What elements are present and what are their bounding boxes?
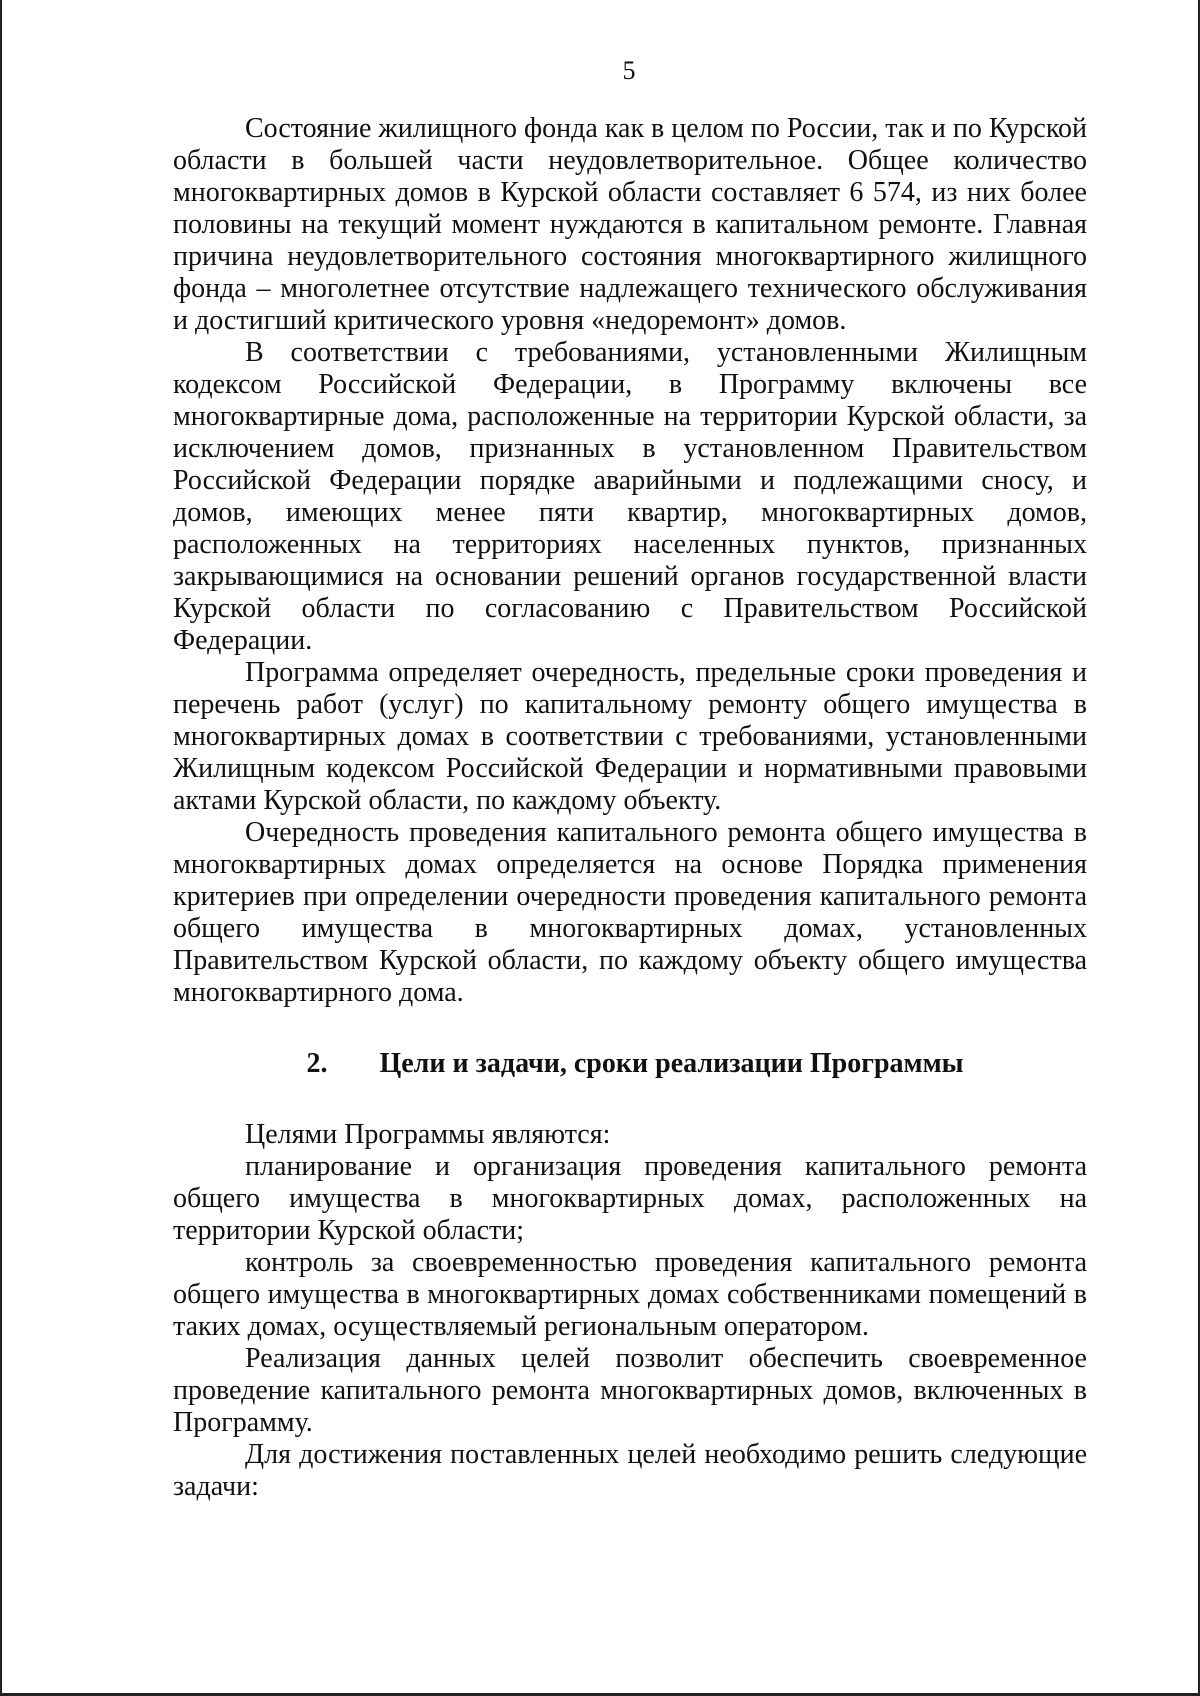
paragraph-goals-intro: Целями Программы являются: <box>245 1119 611 1150</box>
paragraph-goal-control: контроль за своевременностью проведения капитального ремонта общего имущества в многоквартирных домах собственниками помещений в таких домах, осуществляемый региональным оператором. <box>173 1247 1087 1342</box>
paragraph-tasks-intro: Для достижения поставленных целей необходимо решить следующие задачи: <box>173 1439 1087 1502</box>
section-heading <box>173 1048 1087 1080</box>
paragraph-program-scope: В соответствии с требованиями, установленными Жилищным кодексом Российской Федерации, в Программу включены все многоквартирные дома, расположенные на территории Курской области, за исключением домов, признанных в установленном Правительством Российской Федерации порядке аварийными и подлежащими сносу, и домов, имеющих менее пяти квартир, многоквартирных домов, расположенных на территориях населенных пунктов, признанных закрывающимися на основании решений органов государственной власти Курской области по согласованию с Правительством Российской Федерации. <box>173 337 1087 656</box>
section-number: 2. <box>306 1048 328 1079</box>
section-title: Цели и задачи, сроки реализации Программы <box>379 1048 964 1079</box>
document-body <box>173 113 1087 1503</box>
scan-edge-left <box>0 0 2 1696</box>
paragraph-goal-planning: планирование и организация проведения капитального ремонта общего имущества в многоквартирных домах, расположенных на территории Курской области; <box>173 1151 1087 1246</box>
paragraph-housing-condition: Состояние жилищного фонда как в целом по России, так и по Курской области в большей части неудовлетворительное. Общее количество многоквартирных домов в Курской области составляет 6 574, из них более половины на текущий момент нуждаются в капитальном ремонте. Главная причина неудовлетворительного состояния многоквартирного жилищного фонда – многолетнее отсутствие надлежащего технического обслуживания и достигший критического уровня «недоремонт» домов. <box>173 113 1087 336</box>
page-number: 5 <box>622 56 636 85</box>
paragraph-program-order: Программа определяет очередность, предельные сроки проведения и перечень работ (услуг) по капитальному ремонту общего имущества в многоквартирных домах в соответствии с требованиями, установленными Жилищным кодексом Российской Федерации и нормативными правовыми актами Курской области, по каждому объекту. <box>173 657 1087 816</box>
paragraph-goals-result: Реализация данных целей позволит обеспечить своевременное проведение капитального ремонта многоквартирных домов, включенных в Программу. <box>173 1343 1087 1438</box>
paragraph-repair-priority: Очередность проведения капитального ремонта общего имущества в многоквартирных домах определяется на основе Порядка применения критериев при определении очередности проведения капитального ремонта общего имущества в многоквартирных домах, установленных Правительством Курской области, по каждому объекту общего имущества многоквартирного дома. <box>173 817 1087 1008</box>
